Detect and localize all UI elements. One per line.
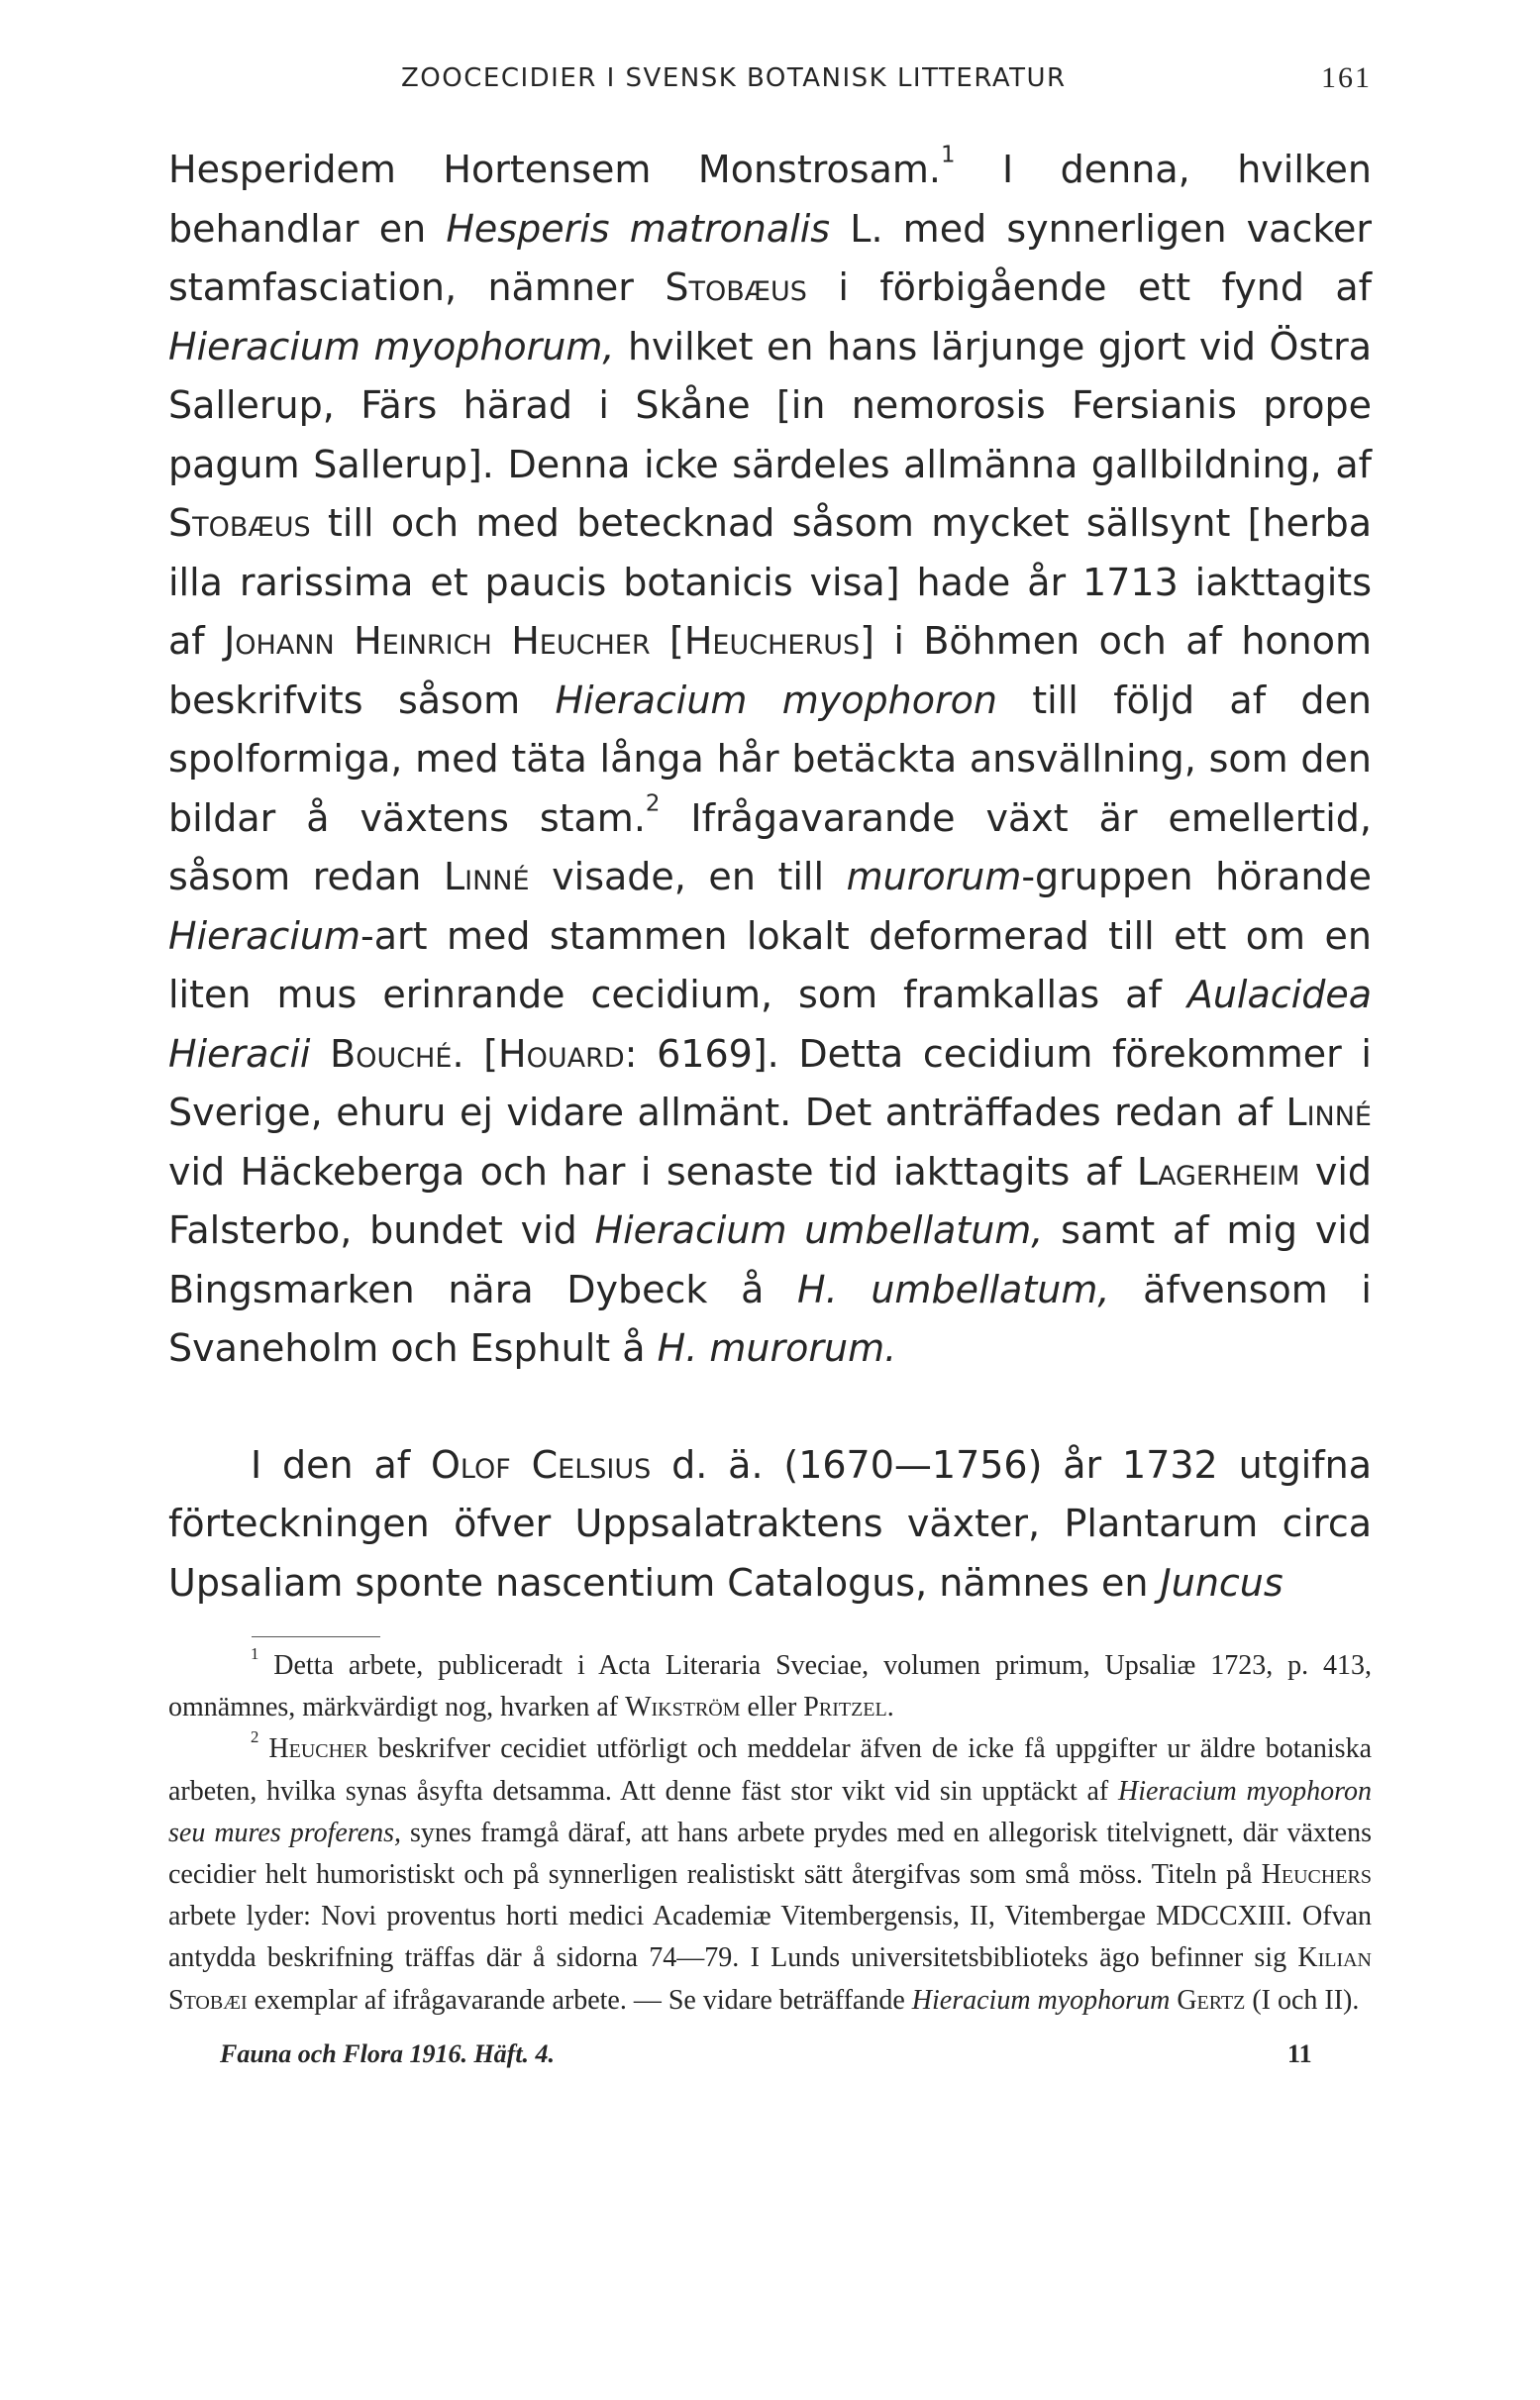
footnote-divider (252, 1636, 380, 1637)
publication-signature: Fauna och Flora 1916. Häft. 4. (220, 2038, 556, 2068)
paragraph-hesperis (168, 141, 1372, 1379)
author-name: Linné (1285, 1091, 1372, 1134)
author-name: Heuchers (1261, 1859, 1372, 1891)
text-span: äfvensom i Svaneholm och Esphult å (168, 1267, 1372, 1370)
text-span: I den af (251, 1442, 431, 1487)
species-name: H. umbellatum, (797, 1267, 1110, 1311)
author-name: Houard (498, 1031, 625, 1076)
page-footer (168, 2039, 1372, 2079)
footnote-2 (168, 1728, 1372, 2021)
species-name: Hieracium umbellatum, (594, 1208, 1044, 1252)
text-span: ] i Böhmen och af honom beskrifvits såsom (168, 619, 1373, 722)
text-span: Ifrågavarande växt är emellertid, såsom redan (168, 795, 1373, 898)
page-number: 161 (1321, 61, 1372, 94)
author-name: Bouché (330, 1031, 453, 1076)
author-name: Wikström (625, 1692, 741, 1723)
text-span (258, 1733, 268, 1764)
author-name: Lagerheim (1136, 1149, 1300, 1194)
running-head: ZOOCECIDIER I SVENSK BOTANISK LITTERATUR (401, 63, 1067, 93)
text-span: arbete lyder: Novi proventus horti medici Academiæ Vitembergensis, II, Vitembergae MDCCXIII. Ofvan antydda beskrifning träffas där å sidorna 74—79. I Lunds universitetsbiblioteks ägo befinner sig (168, 1901, 1372, 1974)
footnote-1 (168, 1645, 1372, 1728)
author-name: Gertz (1177, 1984, 1246, 2016)
text-span: . (886, 1692, 894, 1723)
text-span: synes framgå däraf, att hans arbete prydes med en allegorisk titelvignett, där växtens cecidier helt humoristiskt och på synnerligen realistiskt sätt återgifvas som små möss. Titeln på (168, 1817, 1372, 1891)
text-span: -art med stammen lokalt deformerad till ett om en liten mus erinrande cecidium, som framkallas af (168, 913, 1372, 1016)
footnote-ref-1: 1 (940, 142, 956, 168)
text-span: [ (650, 619, 684, 663)
species-name: Juncus (1160, 1560, 1283, 1605)
species-name: Hieracium myophoron (555, 678, 997, 722)
text-span: Detta arbete, publiceradt i Acta Literaria Sveciae, volumen primum, Upsaliæ 1723, p. 413, omnämnes, märkvärdigt nog, hvarken af (168, 1650, 1372, 1723)
text-span: till följd af den spolformiga, med täta långa hår betäckta ansvällning, som den bildar å växtens stam. (168, 678, 1372, 840)
page (168, 59, 1372, 2079)
sheet-number: 11 (1287, 2038, 1312, 2068)
text-span: Hesperidem Hortensem Monstrosam. (168, 148, 941, 191)
author-name: Johann Heinrich Heucher (224, 619, 651, 663)
species-name: Hieracium myophorum, (168, 324, 615, 368)
species-name: Hieracium myophoron seu mures proferens, (168, 1775, 1372, 1848)
species-name: Hesperis matronalis (446, 206, 831, 251)
text-span: vid Häckeberga och har i senaste tid iakttagits af (168, 1149, 1137, 1194)
text-span: . [ (452, 1031, 499, 1076)
text-span: I denna, hvilken behandlar en (168, 148, 1372, 251)
author-name: Linné (443, 855, 530, 898)
author-name: Heucherus (683, 619, 861, 663)
author-name: Stobæus (168, 501, 311, 545)
author-name: Pritzel (803, 1692, 887, 1723)
footnote-mark: 2 (251, 1727, 259, 1747)
species-name: murorum (846, 855, 1022, 898)
text-span (310, 1032, 330, 1076)
text-span: i förbigående ett fynd af (806, 265, 1372, 309)
text-span: till och med betecknad såsom mycket sällsynt [herba illa rarissima et paucis botanicis visa] hade år 1713 iakttagits af (168, 501, 1372, 663)
text-span: (I och II). (1245, 1984, 1360, 2016)
page-header (168, 59, 1372, 119)
footnotes (168, 1645, 1372, 2022)
text-span: beskrifver cecidiet utförligt och meddelar äfven de icke få uppgifter ur äldre botaniska arbeten, hvilka synas åsyfta detsamma. Att denne fäst stor vikt vid sin upptäckt af (168, 1733, 1373, 1807)
text-span: -gruppen hörande (1021, 855, 1372, 898)
species-name: Hieracium myophorum (911, 1984, 1171, 2016)
text-span: samt af mig vid Bingsmarken nära Dybeck å (168, 1208, 1372, 1311)
author-name: Stobæus (665, 265, 807, 309)
species-name: H. murorum. (657, 1326, 897, 1370)
author-name: Kilian Stobæi (168, 1942, 1372, 2016)
text-span: : 6169]. Detta cecidium förekommer i Sverige, ehuru ej vidare allmänt. Det anträffades redan af (168, 1031, 1372, 1134)
text-span: hvilket en hans lärjunge gjort vid Östra Sallerup, Färs härad i Skåne [in nemorosis Fersianis prope pagum Sallerup]. Denna icke särdeles allmänna gallbildning, af (168, 324, 1372, 486)
paragraph-celsius (168, 1436, 1372, 1614)
text-span: vid Falsterbo, bundet vid (168, 1149, 1372, 1252)
author-name: Olof Celsius (431, 1442, 652, 1487)
species-name: Hieracium (168, 913, 360, 958)
text-span: visade, en till (529, 855, 847, 898)
author-name: Heucher (268, 1733, 368, 1765)
footnote-mark: 1 (251, 1643, 259, 1663)
text-span: eller (740, 1692, 804, 1723)
text-span: exemplar af ifrågavarande arbete. — Se vidare beträffande (247, 1984, 912, 2016)
body-text (168, 141, 1372, 1613)
text-span: L. med synnerligen vacker stamfasciation, nämner (168, 206, 1373, 309)
species-name: Aulacidea Hieracii (168, 973, 1372, 1076)
footnote-ref-2: 2 (645, 789, 661, 816)
text-span: d. ä. (1670—1756) år 1732 utgifna förteckningen öfver Uppsalatraktens växter, Plantarum circa Upsaliam sponte nascentium Catalogus, nämnes en (168, 1442, 1372, 1605)
